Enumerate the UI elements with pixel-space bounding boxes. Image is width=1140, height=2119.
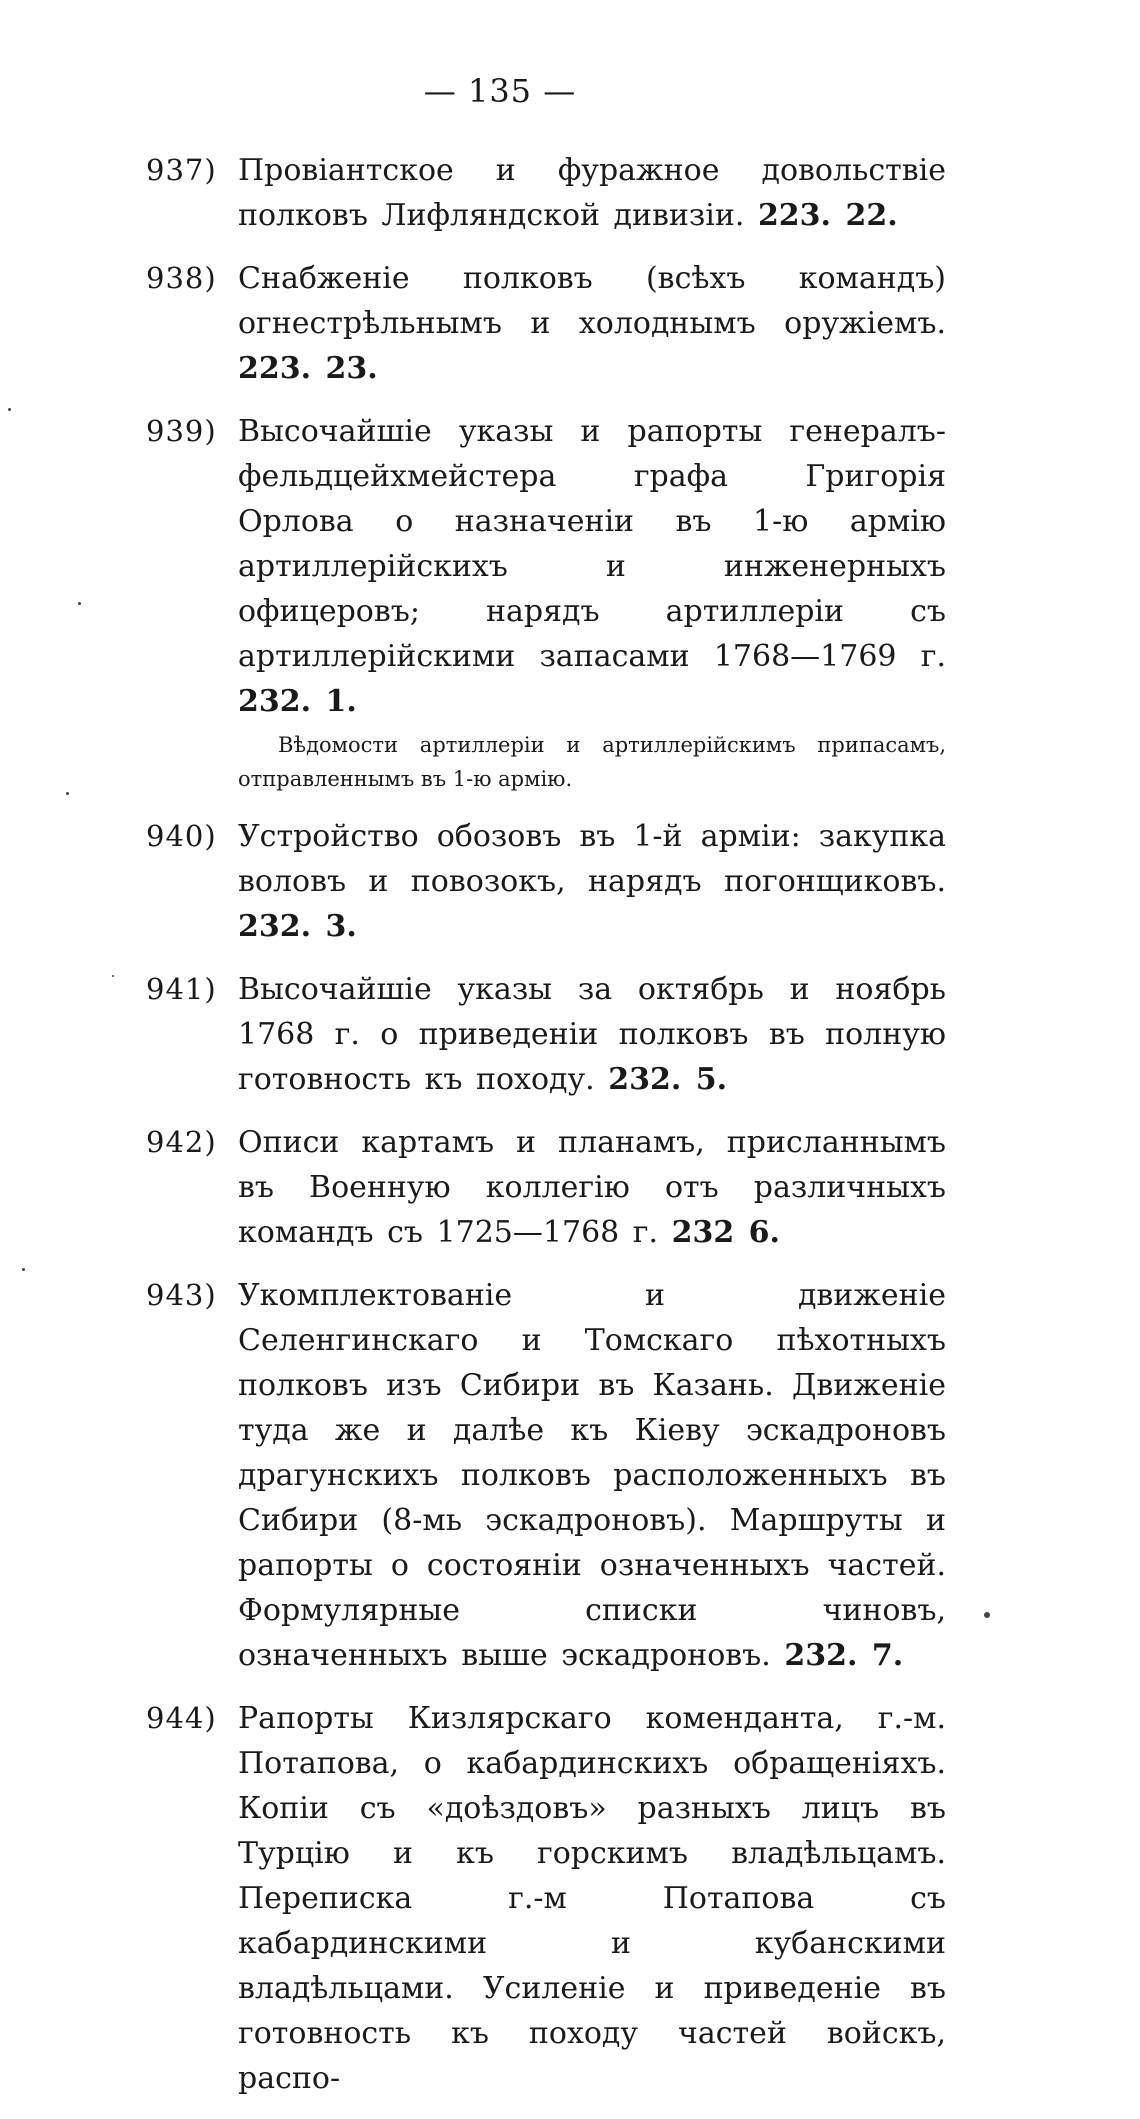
entry-941 (146, 967, 946, 1102)
page-number: — 135 — (423, 72, 577, 110)
scan-speck (66, 792, 69, 795)
entry-reference: 232. 1. (238, 684, 357, 719)
entry-940 (146, 814, 946, 949)
entry-number: 937) (146, 153, 217, 187)
entry-number: 939) (146, 414, 217, 448)
entry-description: Описи картамъ и планамъ, присланнымъ въ Военную коллегію отъ различныхъ командъ съ 1725—1768 г. (238, 1125, 946, 1250)
entry-description: Высочайшіе указы за октябрь и ноябрь 1768 г. о приведеніи полковъ въ полную готовность къ походу. (238, 972, 946, 1097)
scan-speck (8, 408, 11, 411)
entry-number: 942) (146, 1125, 217, 1159)
entry-text (238, 814, 946, 949)
entry-text (238, 1273, 946, 1678)
entry-942 (146, 1120, 946, 1255)
entry-text (238, 967, 946, 1102)
entry-reference: 223. 23. (238, 351, 378, 386)
entry-text (238, 409, 946, 724)
scan-speck (498, 88, 503, 93)
entry-reference: 232. 5. (608, 1062, 728, 1097)
entry-939 (146, 409, 946, 796)
entry-text (238, 148, 946, 238)
entry-number: 938) (146, 261, 217, 295)
entry-text (238, 1120, 946, 1255)
entry-number: 940) (146, 819, 217, 853)
entry-text (238, 256, 946, 391)
scan-speck (78, 602, 81, 605)
entry-description: Провіантское и фуражное довольствіе полковъ Лифляндской дивизіи. (238, 153, 946, 233)
entry-944 (146, 1696, 946, 2101)
entry-description: Укомплектованіе и движеніе Селенгинскаго и Томскаго пѣхотныхъ полковъ изъ Сибири въ Казань. Движеніе туда же и далѣе къ Кіеву эскадроновъ драгунскихъ полковъ расположенныхъ въ Сибири (8-мь эскадроновъ). Маршруты и рапорты о состояніи означенныхъ частей. Формулярные списки чиновъ, означенныхъ выше эскадроновъ. (238, 1278, 946, 1673)
entry-reference: 232 6. (671, 1215, 780, 1250)
entry-list (146, 148, 946, 2119)
entry-943 (146, 1273, 946, 1678)
scan-speck (984, 1612, 990, 1618)
entry-note: Вѣдомости артиллеріи и артиллерійскимъ припасамъ, отправленнымъ въ 1-ю армію. (238, 733, 946, 791)
entry-text (238, 1696, 946, 2101)
entry-number: 943) (146, 1278, 217, 1312)
entry-description: Высочайшіе указы и рапорты генералъ-фельдцейхмейстера графа Григорія Орлова о назначеніи въ 1-ю армію артиллерійскихъ и инженерныхъ офицеровъ; нарядъ артиллеріи съ артиллерійскими запасами 1768—1769 г. (238, 414, 946, 674)
scan-speck (112, 975, 114, 977)
entry-reference: 223. 22. (757, 198, 898, 233)
scan-speck (22, 1268, 25, 1271)
entry-reference: 232. 3. (238, 909, 357, 944)
entry-description: Рапорты Кизлярскаго коменданта, г.-м. Потапова, о кабардинскихъ обращеніяхъ. Копіи съ «доѣздовъ» разныхъ лицъ въ Турцію и къ горскимъ владѣльцамъ. Переписка г.-м Потапова съ кабардинскими и кубанскими владѣльцами. Усиленіе и приведеніе въ готовность къ походу частей войскъ, распо- (238, 1701, 946, 2096)
entry-number: 944) (146, 1701, 217, 1735)
entry-number: 941) (146, 972, 217, 1006)
entry-reference: 232. 7. (784, 1638, 904, 1673)
entry-938 (146, 256, 946, 391)
entry-description: Снабженіе полковъ (всѣхъ командъ) огнестрѣльнымъ и холоднымъ оружіемъ. (238, 261, 946, 341)
entry-937 (146, 148, 946, 238)
entry-description: Устройство обозовъ въ 1-й арміи: закупка воловъ и повозокъ, нарядъ погонщиковъ. (238, 819, 946, 899)
